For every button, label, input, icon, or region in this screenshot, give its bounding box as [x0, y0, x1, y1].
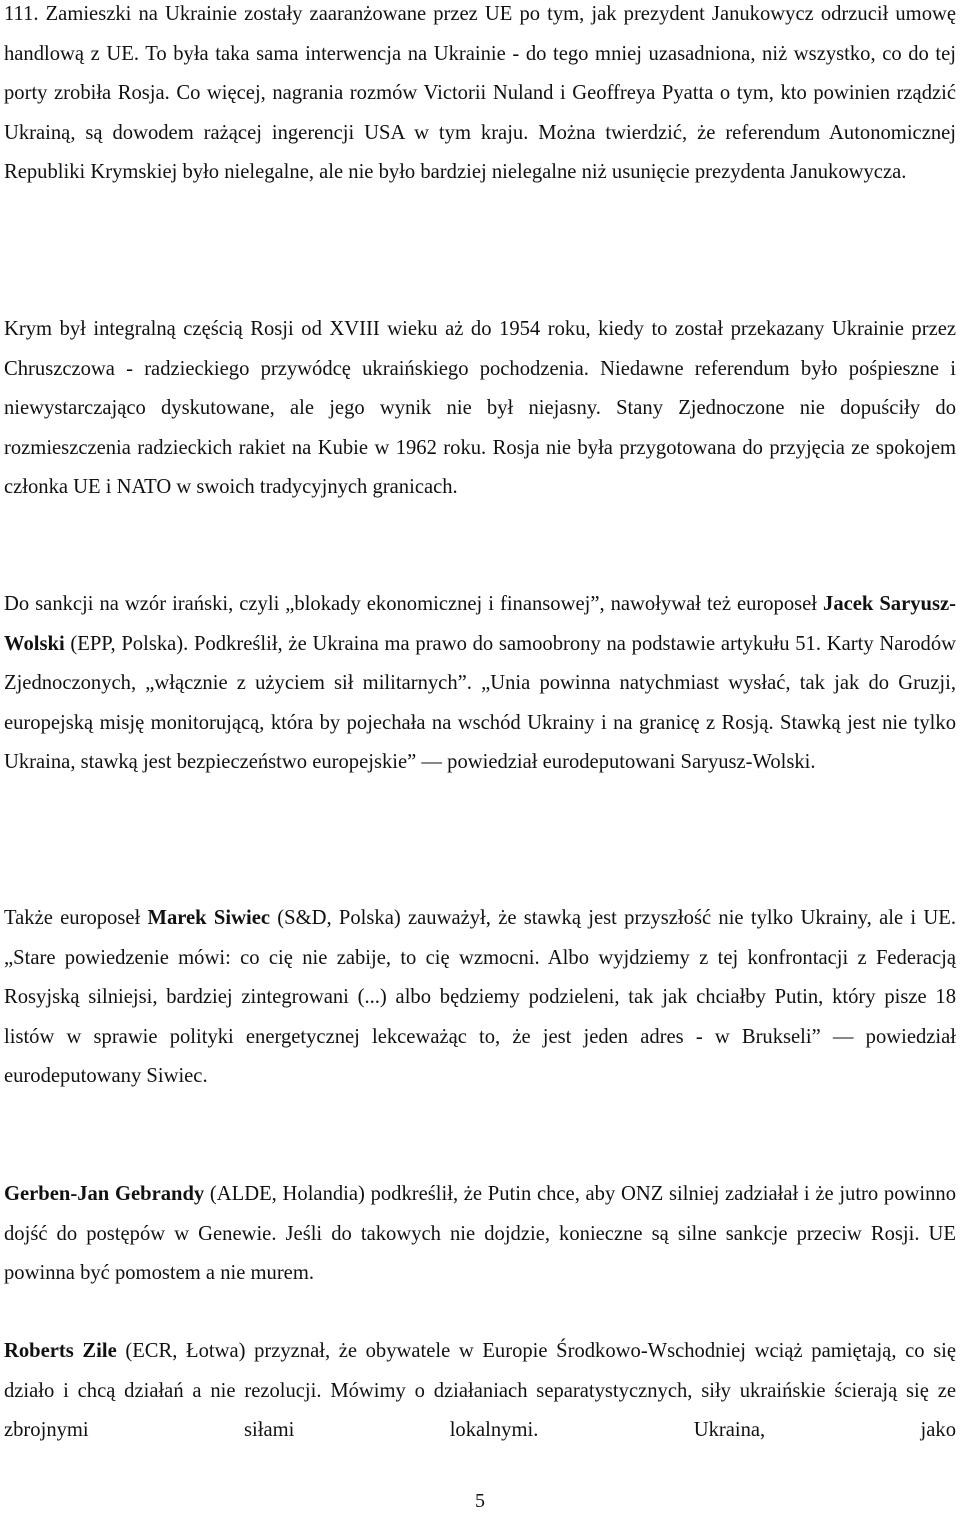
page-number: 5	[475, 1490, 485, 1512]
paragraph-3-text-before: Do sankcji na wzór irański, czyli „blokady ekonomicznej i finansowej”, nawoływał też europoseł	[4, 593, 824, 615]
paragraph-4-text-before: Także europoseł	[4, 907, 148, 929]
paragraph-3	[4, 585, 956, 783]
person-name-gebrandy: Gerben-Jan Gebrandy	[4, 1183, 205, 1205]
paragraph-1: 111. Zamieszki na Ukrainie zostały zaaranżowane przez UE po tym, jak prezydent Janukowycz odrzucił umowę handlową z UE. To była taka sama interwencja na Ukrainie - do tego mniej uzasadniona, niż wszystko, co do tej porty zrobiła Rosja. Co więcej, nagrania rozmów Victorii Nuland i Geoffreya Pyatta o tym, kto powinien rządzić Ukrainą, są dowodem rażącej ingerencji USA w tym kraju. Można twierdzić, że referendum Autonomicznej Republiki Krymskiej było nielegalne, ale nie było bardziej nielegalne niż usunięcie prezydenta Janukowycza.	[4, 3, 956, 184]
person-name-saryusz-wolski: Jacek Saryusz-Wolski	[4, 593, 956, 655]
person-name-zile: Roberts Zile	[4, 1340, 117, 1362]
paragraph-3-text-after: (EPP, Polska). Podkreślił, że Ukraina ma prawo do samoobrony na podstawie artykułu 51. Karty Narodów Zjednoczonych, „włącznie z użyciem sił militarnych”. „Unia powinna natychmiast wysłać, tak jak do Gruzji, europejską misję monitorującą, która by pojechała na wschód Ukrainy i na granicę z Rosją. Stawką jest nie tylko Ukraina, stawką jest bezpieczeństwo europejskie” — powiedział eurodeputowani Saryusz-Wolski.	[4, 632, 956, 774]
person-name-siwiec: Marek Siwiec	[147, 907, 270, 929]
paragraph-4	[4, 899, 956, 1097]
paragraph-6	[4, 1332, 956, 1451]
paragraph-2: Krym był integralną częścią Rosji od XVIII wieku aż do 1954 roku, kiedy to został przekazany Ukrainie przez Chruszczowa - radzieckiego przywódcę ukraińskiego pochodzenia. Niedawne referendum było pośpieszne i niewystarczająco dyskutowane, ale jego wynik nie był niejasny. Stany Zjednoczone nie dopuściły do rozmieszczenia radzieckich rakiet na Kubie w 1962 roku. Rosja nie była przygotowana do przyjęcia ze spokojem członka UE i NATO w swoich tradycyjnych granicach.	[4, 318, 956, 499]
paragraph-5	[4, 1175, 956, 1294]
paragraph-6-text-after: (ECR, Łotwa) przyznał, że obywatele w Europie Środkowo-Wschodniej wciąż pamiętają, co się działo i chcą działań a nie rezolucji. Mówimy o działaniach separatystycznych, siły ukraińskie ścierają się ze zbrojnymi siłami lokalnymi. Ukraina, jako	[4, 1340, 956, 1442]
paragraph-5-text-after: (ALDE, Holandia) podkreślił, że Putin chce, aby ONZ silniej zadziałał i że jutro powinno dojść do postępów w Genewie. Jeśli do takowych nie dojdzie, konieczne są silne sankcje przeciw Rosji. UE powinna być pomostem a nie murem.	[4, 1183, 956, 1285]
paragraph-4-text-after: (S&D, Polska) zauważył, że stawką jest przyszłość nie tylko Ukrainy, ale i UE. „Stare powiedzenie mówi: co cię nie zabije, to cię wzmocni. Albo wyjdziemy z tej konfrontacji z Federacją Rosyjską silniejsi, bardziej zintegrowani (...) albo będziemy podzieleni, tak jak chciałby Putin, który pisze 18 listów w sprawie polityki energetycznej lekceważąc to, że jest jeden adres - w Brukseli” — powiedział eurodeputowany Siwiec.	[4, 907, 957, 1088]
